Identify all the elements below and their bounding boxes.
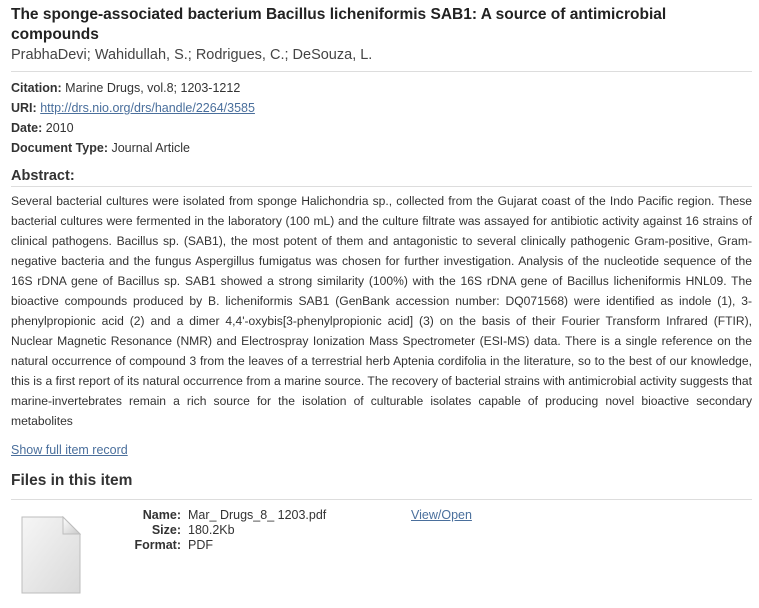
files-heading: Files in this item bbox=[11, 472, 133, 489]
uri-row bbox=[11, 98, 752, 118]
item-view bbox=[11, 5, 752, 608]
item-metadata bbox=[11, 78, 752, 158]
item-title: The sponge-associated bacterium Bacillus licheniformis SAB1: A source of antimicrobial compounds bbox=[11, 6, 667, 43]
divider bbox=[11, 499, 752, 500]
file-entry bbox=[11, 508, 752, 608]
file-format-label: Format: bbox=[134, 538, 181, 552]
document-file-icon[interactable] bbox=[21, 516, 81, 594]
file-name-label: Name: bbox=[142, 508, 181, 522]
citation-row bbox=[11, 78, 752, 98]
date-label: Date: bbox=[11, 121, 43, 135]
file-size-value: 180.2Kb bbox=[188, 523, 235, 537]
file-name-row bbox=[111, 508, 326, 523]
abstract-heading: Abstract: bbox=[11, 168, 75, 184]
view-open-link[interactable]: View/Open bbox=[411, 508, 472, 522]
citation-value: Marine Drugs, vol.8; 1203-1212 bbox=[65, 81, 241, 95]
uri-link[interactable]: http://drs.nio.org/drs/handle/2264/3585 bbox=[40, 101, 255, 115]
document-type-value: Journal Article bbox=[111, 141, 190, 155]
document-type-label: Document Type: bbox=[11, 141, 108, 155]
divider bbox=[11, 71, 752, 72]
file-metadata bbox=[111, 508, 326, 553]
item-authors: PrabhaDevi; Wahidullah, S.; Rodrigues, C.; DeSouza, L. bbox=[11, 47, 373, 63]
file-format-row bbox=[111, 538, 326, 553]
file-size-label: Size: bbox=[151, 523, 181, 537]
abstract-text: Several bacterial cultures were isolated from sponge Halichondria sp., collected from the Gujarat coast of the Indo Pacific region. These bacterial cultures were fermented in the laboratory (100 mL) and the culture filtrate was assayed for antibiotic activity against 16 strains of clinical pathogens. Bacillus sp. (SAB1), the most potent of them and antagonistic to several clinically pathogenic Gram-positive, Gram-negative bacteria and the fungus Aspergillus fumigatus was chosen for further investigation. Analysis of the nucleotide sequence of the 16S rDNA gene of Bacillus sp. SAB1 showed a strong similarity (100%) with the 16S rDNA gene of Bacillus licheniformis HNL09. The bioactive compounds produced by B. licheniformis SAB1 (GenBank accession number: DQ071568) were identified as indole (1), 3-phenylpropionic acid (2) and a dimer 4,4'-oxybis[3-phenylpropionic acid] (3) on the basis of their Fourier Transform Infrared (FTIR), Nuclear Magnetic Resonance (NMR) and Electrospray Ionization Mass Spectrometer (ESI-MS) data. There is a single reference on the natural occurrence of compound 3 from the leaves of a terrestrial herb Aptenia cordifolia in the literature, so to the best of our knowledge, this is a first report of its natural occurrence from a marine source. The recovery of bacterial strains with antimicrobial activity suggests that marine-invertebrates remain a rich source for the isolation of culturable isolates capable of producing novel bioactive secondary metabolites bbox=[11, 194, 752, 428]
uri-label: URI: bbox=[11, 101, 37, 115]
date-value: 2010 bbox=[45, 121, 74, 135]
citation-label: Citation: bbox=[11, 81, 62, 95]
document-type-row bbox=[11, 138, 752, 158]
file-format-value: PDF bbox=[188, 538, 213, 552]
date-row bbox=[11, 118, 752, 138]
file-size-row bbox=[111, 523, 326, 538]
show-full-record-link[interactable]: Show full item record bbox=[11, 443, 128, 457]
file-name-value: Mar_ Drugs_8_ 1203.pdf bbox=[188, 508, 327, 522]
divider bbox=[11, 186, 752, 187]
